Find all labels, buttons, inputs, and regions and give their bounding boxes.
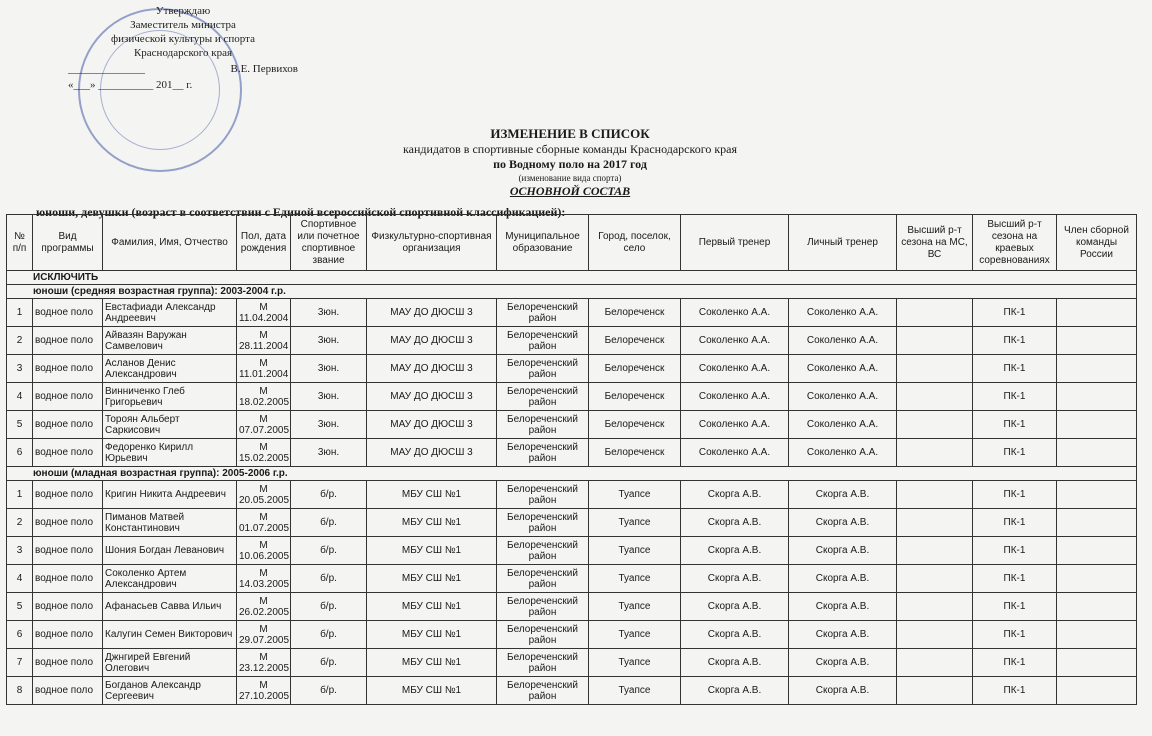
city-cell: Туапсе	[589, 509, 681, 537]
first-coach-cell: Соколенко А.А.	[681, 439, 789, 467]
result-regional-cell: ПК-1	[973, 439, 1057, 467]
personal-coach-cell: Скорга А.В.	[789, 621, 897, 649]
row-number: 7	[7, 649, 33, 677]
result-national-cell	[897, 593, 973, 621]
result-national-cell	[897, 565, 973, 593]
row-number: 3	[7, 537, 33, 565]
birth-cell	[237, 509, 291, 537]
municipality-cell: Белореченский район	[497, 565, 589, 593]
org-cell: МАУ ДО ДЮСШ 3	[367, 327, 497, 355]
table-row	[7, 565, 1137, 593]
first-coach-cell: Соколенко А.А.	[681, 327, 789, 355]
dob-value: 26.02.2005	[239, 606, 290, 618]
result-national-cell	[897, 299, 973, 327]
municipality-cell: Белореченский район	[497, 299, 589, 327]
approval-line: физической культуры и спорта	[111, 33, 255, 45]
birth-cell	[237, 383, 291, 411]
result-regional-cell: ПК-1	[973, 677, 1057, 705]
result-national-cell	[897, 481, 973, 509]
row-number: 6	[7, 439, 33, 467]
table-row	[7, 649, 1137, 677]
column-header: Личный тренер	[789, 215, 897, 271]
athlete-name: Соколенко Артем Александрович	[103, 565, 237, 593]
athlete-name: Пиманов Матвей Константинович	[103, 509, 237, 537]
row-number: 2	[7, 327, 33, 355]
document-title-block	[330, 126, 810, 199]
municipality-cell: Белореченский район	[497, 411, 589, 439]
personal-coach-cell: Соколенко А.А.	[789, 383, 897, 411]
dob-value: 10.06.2005	[239, 550, 290, 562]
athlete-name: Афанасьев Савва Ильич	[103, 593, 237, 621]
result-regional-cell: ПК-1	[973, 355, 1057, 383]
rank-cell: б/р.	[291, 509, 367, 537]
personal-coach-cell: Скорга А.В.	[789, 565, 897, 593]
first-coach-cell: Скорга А.В.	[681, 565, 789, 593]
first-coach-cell: Скорга А.В.	[681, 677, 789, 705]
org-cell: МБУ СШ №1	[367, 481, 497, 509]
national-team-cell	[1057, 481, 1137, 509]
athlete-name: Богданов Александр Сергеевич	[103, 677, 237, 705]
municipality-cell: Белореченский район	[497, 677, 589, 705]
city-cell: Туапсе	[589, 621, 681, 649]
birth-cell	[237, 565, 291, 593]
group-row	[7, 467, 1137, 481]
birth-cell	[237, 593, 291, 621]
city-cell: Туапсе	[589, 649, 681, 677]
program-cell: водное поло	[33, 593, 103, 621]
dob-value: 01.07.2005	[239, 522, 290, 534]
column-header: Муниципальное образование	[497, 215, 589, 271]
sex-value: М	[259, 357, 268, 369]
program-cell: водное поло	[33, 355, 103, 383]
program-cell: водное поло	[33, 383, 103, 411]
first-coach-cell: Соколенко А.А.	[681, 355, 789, 383]
sex-value: М	[259, 441, 268, 453]
candidates-table	[6, 214, 1137, 705]
org-cell: МАУ ДО ДЮСШ 3	[367, 439, 497, 467]
first-coach-cell: Скорга А.В.	[681, 621, 789, 649]
municipality-cell: Белореченский район	[497, 383, 589, 411]
first-coach-cell: Скорга А.В.	[681, 481, 789, 509]
municipality-cell: Белореченский район	[497, 593, 589, 621]
program-cell: водное поло	[33, 411, 103, 439]
signature-line: ______________ В.Е. Первихов	[68, 63, 298, 75]
section-label: ИСКЛЮЧИТЬ	[7, 271, 1137, 285]
national-team-cell	[1057, 565, 1137, 593]
rank-cell: 3юн.	[291, 355, 367, 383]
sex-value: М	[259, 483, 268, 495]
result-regional-cell: ПК-1	[973, 649, 1057, 677]
athlete-name: Шония Богдан Леванович	[103, 537, 237, 565]
sex-value: М	[259, 539, 268, 551]
sex-value: М	[259, 679, 268, 691]
dob-value: 14.03.2005	[239, 578, 290, 590]
rank-cell: 3юн.	[291, 327, 367, 355]
result-regional-cell: ПК-1	[973, 509, 1057, 537]
rank-cell: 3юн.	[291, 439, 367, 467]
table-row	[7, 593, 1137, 621]
personal-coach-cell: Скорга А.В.	[789, 537, 897, 565]
row-number: 4	[7, 565, 33, 593]
birth-cell	[237, 327, 291, 355]
table-row	[7, 481, 1137, 509]
national-team-cell	[1057, 355, 1137, 383]
birth-cell	[237, 439, 291, 467]
first-coach-cell: Скорга А.В.	[681, 537, 789, 565]
approval-line: Краснодарского края	[133, 47, 233, 59]
dob-value: 11.01.2004	[239, 368, 289, 380]
birth-cell	[237, 411, 291, 439]
dob-value: 18.02.2005	[239, 396, 290, 408]
table-body	[7, 271, 1137, 705]
national-team-cell	[1057, 439, 1137, 467]
approval-block	[68, 4, 298, 92]
rank-cell: 3юн.	[291, 299, 367, 327]
signer-name: В.Е. Первихов	[230, 63, 298, 75]
sex-value: М	[259, 329, 268, 341]
personal-coach-cell: Скорга А.В.	[789, 649, 897, 677]
national-team-cell	[1057, 593, 1137, 621]
group-label: юноши (младная возрастная группа): 2005-2006 г.р.	[7, 467, 1137, 481]
sex-value: М	[259, 301, 268, 313]
result-national-cell	[897, 621, 973, 649]
municipality-cell: Белореченский район	[497, 327, 589, 355]
personal-coach-cell: Соколенко А.А.	[789, 439, 897, 467]
org-cell: МБУ СШ №1	[367, 509, 497, 537]
city-cell: Белореченск	[589, 411, 681, 439]
municipality-cell: Белореченский район	[497, 649, 589, 677]
national-team-cell	[1057, 327, 1137, 355]
municipality-cell: Белореченский район	[497, 439, 589, 467]
column-header: Высший р-т сезона на краевых соревнованиях	[973, 215, 1057, 271]
dob-value: 20.05.2005	[239, 494, 290, 506]
rank-cell: 3юн.	[291, 411, 367, 439]
result-regional-cell: ПК-1	[973, 299, 1057, 327]
first-coach-cell: Соколенко А.А.	[681, 411, 789, 439]
city-cell: Туапсе	[589, 565, 681, 593]
national-team-cell	[1057, 411, 1137, 439]
national-team-cell	[1057, 677, 1137, 705]
column-header: Вид программы	[33, 215, 103, 271]
document-subtitle: кандидатов в спортивные сборные команды Краснодарского края	[402, 142, 737, 156]
result-national-cell	[897, 327, 973, 355]
athlete-name: Винниченко Глеб Григорьевич	[103, 383, 237, 411]
result-regional-cell: ПК-1	[973, 537, 1057, 565]
athlete-name: Асланов Денис Александрович	[103, 355, 237, 383]
column-header: Пол, дата рождения	[237, 215, 291, 271]
age-note: юноши, девушки (возраст в соответствии с Единой всероссийской спортивной классификацией):	[36, 205, 566, 219]
result-regional-cell: ПК-1	[973, 593, 1057, 621]
athlete-name: Федоренко Кирилл Юрьевич	[103, 439, 237, 467]
personal-coach-cell: Скорга А.В.	[789, 509, 897, 537]
section-row	[7, 271, 1137, 285]
athlete-name: Калугин Семен Викторович	[103, 621, 237, 649]
program-cell: водное поло	[33, 537, 103, 565]
column-header: Первый тренер	[681, 215, 789, 271]
document-heading: ИЗМЕНЕНИЕ В СПИСОК	[490, 126, 650, 141]
row-number: 5	[7, 411, 33, 439]
result-regional-cell: ПК-1	[973, 327, 1057, 355]
personal-coach-cell: Скорга А.В.	[789, 677, 897, 705]
result-national-cell	[897, 649, 973, 677]
result-regional-cell: ПК-1	[973, 411, 1057, 439]
rank-cell: б/р.	[291, 621, 367, 649]
rank-cell: б/р.	[291, 649, 367, 677]
result-national-cell	[897, 537, 973, 565]
result-national-cell	[897, 383, 973, 411]
column-header: Член сборной команды России	[1057, 215, 1137, 271]
dob-value: 28.11.2004	[239, 340, 289, 352]
table-row	[7, 537, 1137, 565]
column-header: Физкультурно-спортивная организация	[367, 215, 497, 271]
result-regional-cell: ПК-1	[973, 383, 1057, 411]
national-team-cell	[1057, 537, 1137, 565]
rank-cell: б/р.	[291, 677, 367, 705]
result-national-cell	[897, 411, 973, 439]
first-coach-cell: Скорга А.В.	[681, 593, 789, 621]
column-header: Спортивное или почетное спортивное звание	[291, 215, 367, 271]
table-header-row	[7, 215, 1137, 271]
national-team-cell	[1057, 621, 1137, 649]
sex-value: М	[259, 651, 268, 663]
birth-cell	[237, 649, 291, 677]
org-cell: МАУ ДО ДЮСШ 3	[367, 299, 497, 327]
municipality-cell: Белореченский район	[497, 355, 589, 383]
column-header: № п/п	[7, 215, 33, 271]
table-row	[7, 509, 1137, 537]
result-national-cell	[897, 355, 973, 383]
rank-cell: б/р.	[291, 481, 367, 509]
municipality-cell: Белореченский район	[497, 537, 589, 565]
city-cell: Туапсе	[589, 593, 681, 621]
municipality-cell: Белореченский район	[497, 509, 589, 537]
city-cell: Белореченск	[589, 439, 681, 467]
result-national-cell	[897, 439, 973, 467]
rank-cell: 3юн.	[291, 383, 367, 411]
sport-title: по Водному поло на 2017 год	[493, 157, 647, 171]
athlete-name: Евстафиади Александр Андреевич	[103, 299, 237, 327]
org-cell: МБУ СШ №1	[367, 537, 497, 565]
program-cell: водное поло	[33, 621, 103, 649]
first-coach-cell: Соколенко А.А.	[681, 383, 789, 411]
sex-value: М	[259, 595, 268, 607]
group-label: юноши (средняя возрастная группа): 2003-2004 г.р.	[7, 285, 1137, 299]
city-cell: Белореченск	[589, 299, 681, 327]
result-regional-cell: ПК-1	[973, 565, 1057, 593]
personal-coach-cell: Соколенко А.А.	[789, 411, 897, 439]
dob-value: 27.10.2005	[239, 690, 290, 702]
table-row	[7, 439, 1137, 467]
birth-cell	[237, 677, 291, 705]
rank-cell: б/р.	[291, 565, 367, 593]
national-team-cell	[1057, 649, 1137, 677]
municipality-cell: Белореченский район	[497, 481, 589, 509]
row-number: 2	[7, 509, 33, 537]
dob-value: 07.07.2005	[239, 424, 290, 436]
org-cell: МБУ СШ №1	[367, 649, 497, 677]
sex-value: М	[259, 385, 268, 397]
program-cell: водное поло	[33, 649, 103, 677]
sex-value: М	[259, 623, 268, 635]
national-team-cell	[1057, 509, 1137, 537]
city-cell: Туапсе	[589, 537, 681, 565]
municipality-cell: Белореченский район	[497, 621, 589, 649]
athlete-name: Кригин Никита Андреевич	[103, 481, 237, 509]
result-national-cell	[897, 509, 973, 537]
program-cell: водное поло	[33, 439, 103, 467]
program-cell: водное поло	[33, 481, 103, 509]
row-number: 4	[7, 383, 33, 411]
result-regional-cell: ПК-1	[973, 621, 1057, 649]
personal-coach-cell: Соколенко А.А.	[789, 327, 897, 355]
personal-coach-cell: Соколенко А.А.	[789, 355, 897, 383]
table-row	[7, 327, 1137, 355]
row-number: 3	[7, 355, 33, 383]
sex-value: М	[259, 511, 268, 523]
sex-value: М	[259, 567, 268, 579]
column-header: Город, поселок, село	[589, 215, 681, 271]
org-cell: МБУ СШ №1	[367, 621, 497, 649]
program-cell: водное поло	[33, 299, 103, 327]
program-cell: водное поло	[33, 677, 103, 705]
athlete-name: Айвазян Варужан Самвелович	[103, 327, 237, 355]
dob-value: 23.12.2005	[239, 662, 290, 674]
personal-coach-cell: Соколенко А.А.	[789, 299, 897, 327]
rank-cell: б/р.	[291, 593, 367, 621]
row-number: 1	[7, 481, 33, 509]
first-coach-cell: Соколенко А.А.	[681, 299, 789, 327]
result-national-cell	[897, 677, 973, 705]
table-row	[7, 355, 1137, 383]
rank-cell: б/р.	[291, 537, 367, 565]
column-header: Высший р-т сезона на МС, ВС	[897, 215, 973, 271]
dob-value: 15.02.2005	[239, 452, 290, 464]
city-cell: Белореченск	[589, 355, 681, 383]
table-row	[7, 621, 1137, 649]
org-cell: МБУ СШ №1	[367, 593, 497, 621]
composition-title: ОСНОВНОЙ СОСТАВ	[509, 184, 631, 198]
athlete-name: Джнгирей Евгений Олегович	[103, 649, 237, 677]
approval-line: Заместитель министра	[130, 19, 236, 31]
org-cell: МАУ ДО ДЮСШ 3	[367, 355, 497, 383]
first-coach-cell: Скорга А.В.	[681, 509, 789, 537]
city-cell: Туапсе	[589, 481, 681, 509]
group-row	[7, 285, 1137, 299]
first-coach-cell: Скорга А.В.	[681, 649, 789, 677]
row-number: 6	[7, 621, 33, 649]
title-note: (изменование вида спорта)	[518, 173, 622, 183]
national-team-cell	[1057, 299, 1137, 327]
approval-date: «___» __________ 201__ г.	[68, 79, 193, 91]
org-cell: МБУ СШ №1	[367, 677, 497, 705]
national-team-cell	[1057, 383, 1137, 411]
dob-value: 11.04.2004	[239, 312, 289, 324]
table-row	[7, 411, 1137, 439]
city-cell: Белореченск	[589, 383, 681, 411]
personal-coach-cell: Скорга А.В.	[789, 481, 897, 509]
birth-cell	[237, 355, 291, 383]
program-cell: водное поло	[33, 565, 103, 593]
city-cell: Белореченск	[589, 327, 681, 355]
row-number: 8	[7, 677, 33, 705]
org-cell: МАУ ДО ДЮСШ 3	[367, 383, 497, 411]
approval-line: Утверждаю	[155, 5, 211, 17]
org-cell: МБУ СШ №1	[367, 565, 497, 593]
sex-value: М	[259, 413, 268, 425]
table-row	[7, 677, 1137, 705]
birth-cell	[237, 537, 291, 565]
row-number: 1	[7, 299, 33, 327]
table-row	[7, 383, 1137, 411]
table-row	[7, 299, 1137, 327]
row-number: 5	[7, 593, 33, 621]
birth-cell	[237, 481, 291, 509]
column-header: Фамилия, Имя, Отчество	[103, 215, 237, 271]
city-cell: Туапсе	[589, 677, 681, 705]
result-regional-cell: ПК-1	[973, 481, 1057, 509]
athlete-name: Тороян Альберт Саркисович	[103, 411, 237, 439]
org-cell: МАУ ДО ДЮСШ 3	[367, 411, 497, 439]
birth-cell	[237, 621, 291, 649]
program-cell: водное поло	[33, 509, 103, 537]
dob-value: 29.07.2005	[239, 634, 290, 646]
personal-coach-cell: Скорга А.В.	[789, 593, 897, 621]
birth-cell	[237, 299, 291, 327]
program-cell: водное поло	[33, 327, 103, 355]
